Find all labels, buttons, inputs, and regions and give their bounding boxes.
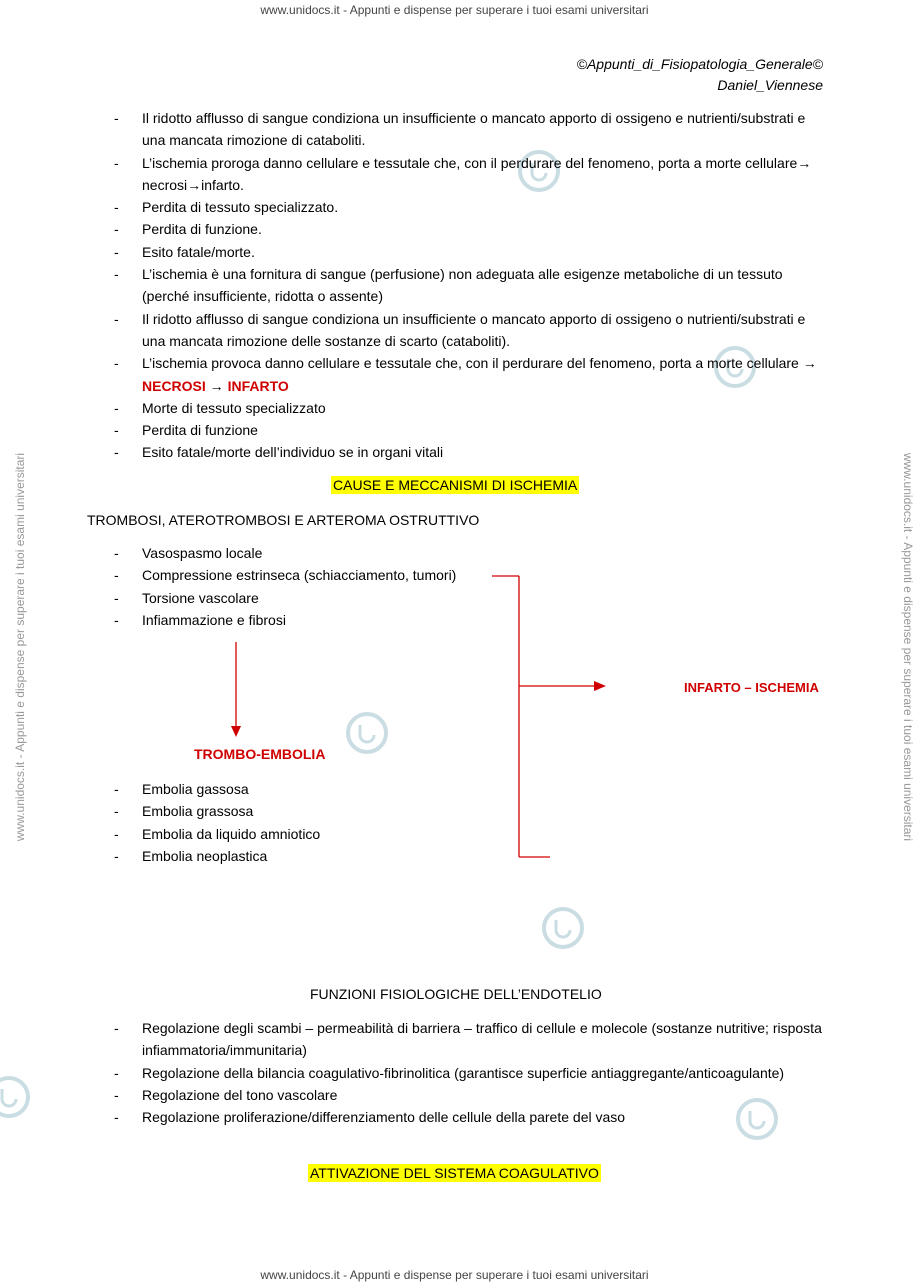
list-item: - Regolazione proliferazione/differenziamento delle cellule della parete del vaso — [114, 1109, 626, 1126]
infarto-ischemia-label: INFARTO – ISCHEMIA — [684, 680, 819, 695]
watermark-bottom-banner: www.unidocs.it - Appunti e dispense per superare i tuoi esami universitari — [260, 1268, 649, 1282]
arrow-to-infarto-head — [594, 681, 606, 691]
list-item: - L’ischemia proroga danno cellulare e tessutale che, con il perdurare del fenomeno, porta a morte cellulare→ necrosi→infarto. — [114, 154, 812, 193]
list-item: - Embolia grassosa — [114, 803, 254, 820]
header-title: ©Appunti_di_Fisiopatologia_Generale© — [576, 56, 823, 72]
list-item: - Torsione vascolare — [114, 589, 259, 606]
header-author: Daniel_Viennese — [717, 77, 823, 93]
list-item: - Embolia gassosa — [114, 781, 249, 797]
list-item: - Regolazione del tono vascolare — [114, 1086, 338, 1103]
list-item: - Embolia neoplastica — [114, 847, 268, 864]
list-item: - Vasospasmo locale — [114, 545, 263, 561]
section-heading-cause: CAUSE E MECCANISMI DI ISCHEMIA — [333, 477, 578, 493]
list-item: - Regolazione della bilancia coagulativo-fibrinolitica (garantisce superficie antiaggregante/anticoagulante) — [114, 1064, 785, 1081]
list-item: - Morte di tessuto specializzato — [114, 399, 326, 416]
list-item: - Esito fatale/morte dell’individuo se in organi vitali — [114, 444, 444, 461]
necrosi-highlight: NECROSI — [142, 377, 206, 394]
watermark-right-vertical: www.unidocs.it - Appunti e dispense per superare i tuoi esami universitari — [901, 452, 915, 842]
list-item: - Esito fatale/morte. — [114, 243, 255, 260]
trombo-embolia-label: TROMBO-EMBOLIA — [194, 746, 326, 762]
watermark-top-banner: www.unidocs.it - Appunti e dispense per superare i tuoi esami universitari — [260, 3, 649, 17]
section-heading-coagulativo: ATTIVAZIONE DEL SISTEMA COAGULATIVO — [310, 1165, 599, 1181]
list-item: - L’ischemia è una fornitura di sangue (perfusione) non adeguata alle esigenze metaboliche di un tessuto (perché insufficiente, ridotta o assente) — [114, 266, 783, 305]
endotelio-heading: FUNZIONI FISIOLOGICHE DELL’ENDOTELIO — [310, 986, 602, 1002]
list-item: - Perdita di funzione — [114, 422, 258, 439]
list-item: - Infiammazione e fibrosi — [114, 611, 286, 628]
watermark-left-vertical: www.unidocs.it - Appunti e dispense per superare i tuoi esami universitari — [13, 452, 27, 842]
list-item: - Regolazione degli scambi – permeabilità di barriera – traffico di cellule e molecole (sostanze nutritive; risposta infiammatoria/immunitaria) — [114, 1020, 822, 1059]
list-item: - Perdita di tessuto specializzato. — [114, 199, 339, 216]
list-item: - Compressione estrinseca (schiacciamento, tumori) — [114, 567, 457, 584]
list-item: - L’ischemia provoca danno cellulare e tessutale che, con il perdurare del fenomeno, porta a morte cellulare → NECROSI → INFARTO — [114, 355, 817, 394]
list-item: - Il ridotto afflusso di sangue condiziona un insufficiente o mancato apporto di ossigeno o nutrienti/substrati e una mancata rimozione delle sostanze di scarto (cataboliti). — [114, 310, 806, 349]
list-item: - Embolia da liquido amniotico — [114, 825, 321, 842]
list-item: - Perdita di funzione. — [114, 221, 262, 238]
infarto-highlight: INFARTO — [227, 377, 289, 394]
endotelio-list — [0, 1017, 822, 1128]
trombosi-heading: TROMBOSI, ATEROTROMBOSI E ARTEROMA OSTRUTTIVO — [87, 512, 480, 528]
list-item: - Il ridotto afflusso di sangue condiziona un insufficiente o mancato apporto di ossigeno e nutrienti/substrati e una mancata rimozione di cataboliti. — [114, 110, 806, 149]
embolia-list — [0, 778, 822, 867]
arrow-to-trombo-head — [231, 726, 241, 737]
